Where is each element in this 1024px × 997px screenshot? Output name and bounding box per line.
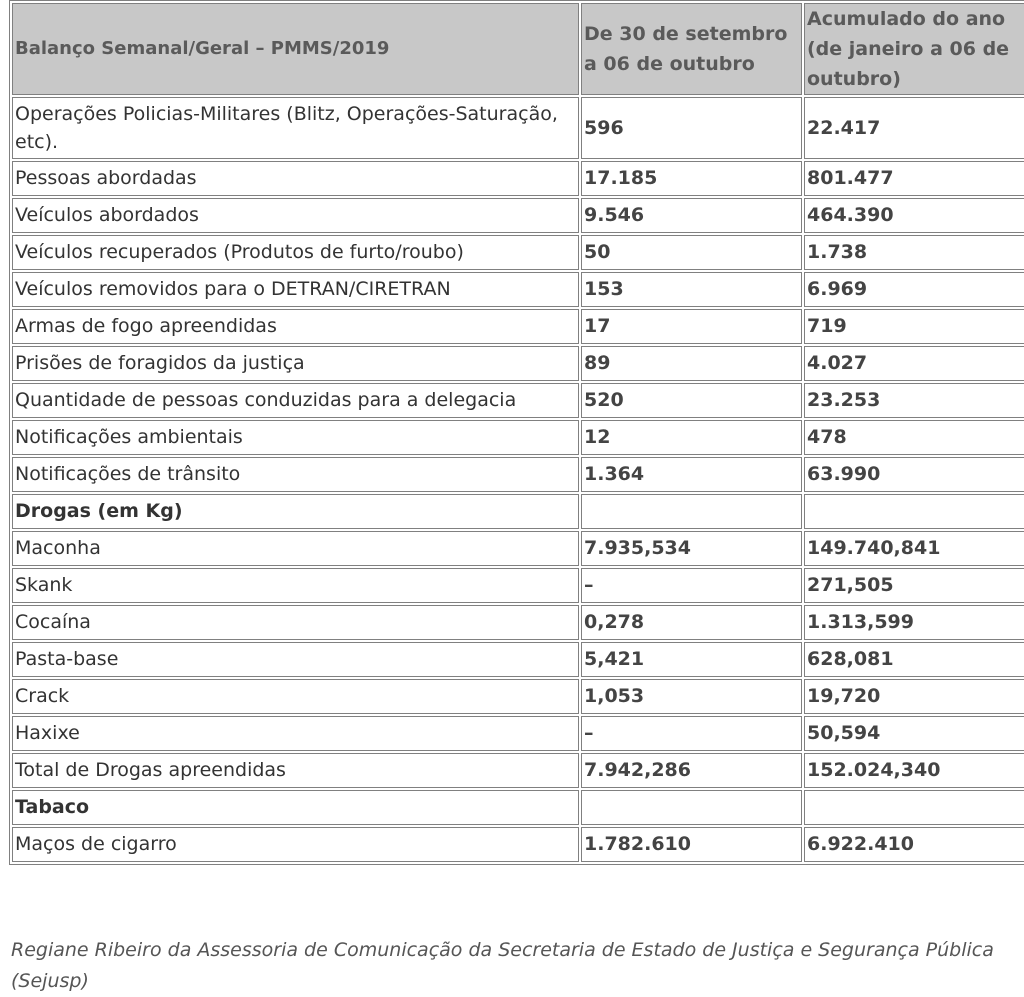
section-row-drugs: [12, 494, 1024, 529]
row-year-value: 1.738: [804, 235, 1024, 270]
row-week-value: [581, 790, 802, 825]
table-row: [12, 568, 1024, 603]
section-label: Tabaco: [12, 790, 579, 825]
header-week-cell: De 30 de setembro a 06 de outubro: [581, 3, 802, 95]
row-label: Skank: [12, 568, 579, 603]
row-year-value: 63.990: [804, 457, 1024, 492]
table-row: [12, 642, 1024, 677]
row-week-value: 596: [581, 97, 802, 159]
row-week-value: 1.364: [581, 457, 802, 492]
row-week-value: [581, 494, 802, 529]
row-label: Cocaína: [12, 605, 579, 640]
row-year-value: 152.024,340: [804, 753, 1024, 788]
row-year-value: 6.969: [804, 272, 1024, 307]
row-year-value: [804, 494, 1024, 529]
row-year-value: 719: [804, 309, 1024, 344]
row-label: Operações Policias-Militares (Blitz, Operações-Saturação, etc).: [12, 97, 579, 159]
table-row: [12, 420, 1024, 455]
row-year-value: 149.740,841: [804, 531, 1024, 566]
table-row: [12, 346, 1024, 381]
row-label: Veículos recuperados (Produtos de furto/roubo): [12, 235, 579, 270]
table-row: [12, 235, 1024, 270]
header-label-cell: Balanço Semanal/Geral – PMMS/2019: [12, 3, 579, 95]
table-row: [12, 161, 1024, 196]
row-week-value: 520: [581, 383, 802, 418]
row-year-value: 6.922.410: [804, 827, 1024, 862]
row-label: Pessoas abordadas: [12, 161, 579, 196]
row-year-value: 464.390: [804, 198, 1024, 233]
table-row-total-drugs: [12, 753, 1024, 788]
row-week-value: 50: [581, 235, 802, 270]
row-year-value: 1.313,599: [804, 605, 1024, 640]
table-row: [12, 97, 1024, 159]
table-row: [12, 198, 1024, 233]
table-row: [12, 827, 1024, 862]
row-year-value: 19,720: [804, 679, 1024, 714]
row-week-value: 7.942,286: [581, 753, 802, 788]
table-row: [12, 531, 1024, 566]
row-week-value: 153: [581, 272, 802, 307]
table-row: [12, 605, 1024, 640]
row-label: Haxixe: [12, 716, 579, 751]
header-year-cell: Acumulado do ano (de janeiro a 06 de outubro): [804, 3, 1024, 95]
table-row: [12, 679, 1024, 714]
row-week-value: –: [581, 716, 802, 751]
row-week-value: 9.546: [581, 198, 802, 233]
row-year-value: 22.417: [804, 97, 1024, 159]
row-label: Pasta-base: [12, 642, 579, 677]
table-row: [12, 457, 1024, 492]
row-year-value: [804, 790, 1024, 825]
row-week-value: 1.782.610: [581, 827, 802, 862]
row-label: Crack: [12, 679, 579, 714]
row-label: Quantidade de pessoas conduzidas para a delegacia: [12, 383, 579, 418]
photo-credit-caption: Regiane Ribeiro da Assessoria de Comunicação da Secretaria de Estado de Justiça e Segurança Pública (Sejusp): [11, 939, 994, 992]
row-year-value: 478: [804, 420, 1024, 455]
row-week-value: 17: [581, 309, 802, 344]
row-label: Armas de fogo apreendidas: [12, 309, 579, 344]
row-week-value: 12: [581, 420, 802, 455]
section-row-tobacco: [12, 790, 1024, 825]
row-week-value: 5,421: [581, 642, 802, 677]
row-week-value: 1,053: [581, 679, 802, 714]
row-label: Total de Drogas apreendidas: [12, 753, 579, 788]
section-label: Drogas (em Kg): [12, 494, 579, 529]
table-row: [12, 716, 1024, 751]
row-label: Notificações de trânsito: [12, 457, 579, 492]
row-week-value: –: [581, 568, 802, 603]
balance-table: [9, 0, 1024, 865]
table-row: [12, 272, 1024, 307]
row-label: Veículos abordados: [12, 198, 579, 233]
table-row: [12, 383, 1024, 418]
row-label: Prisões de foragidos da justiça: [12, 346, 579, 381]
row-label: Maços de cigarro: [12, 827, 579, 862]
row-label: Notificações ambientais: [12, 420, 579, 455]
row-year-value: 628,081: [804, 642, 1024, 677]
row-year-value: 23.253: [804, 383, 1024, 418]
row-year-value: 4.027: [804, 346, 1024, 381]
row-label: Veículos removidos para o DETRAN/CIRETRAN: [12, 272, 579, 307]
row-week-value: 89: [581, 346, 802, 381]
table-header-row: [12, 3, 1024, 95]
row-week-value: 17.185: [581, 161, 802, 196]
row-label: Maconha: [12, 531, 579, 566]
row-year-value: 50,594: [804, 716, 1024, 751]
table-row: [12, 309, 1024, 344]
row-week-value: 7.935,534: [581, 531, 802, 566]
row-week-value: 0,278: [581, 605, 802, 640]
row-year-value: 801.477: [804, 161, 1024, 196]
row-year-value: 271,505: [804, 568, 1024, 603]
